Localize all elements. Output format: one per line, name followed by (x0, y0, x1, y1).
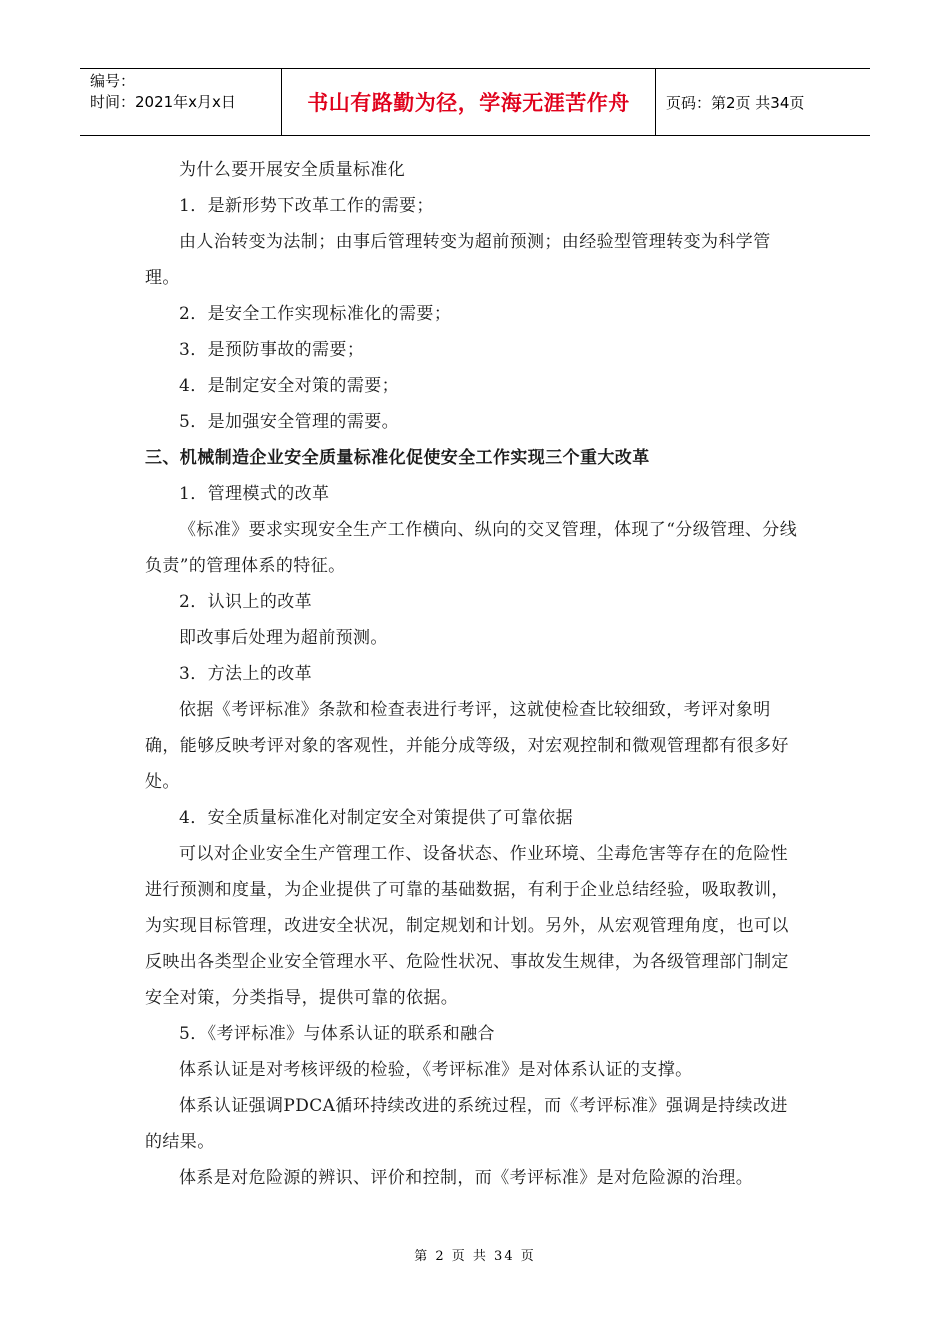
paragraph: 体系认证是对考核评级的检验，《考评标准》是对体系认证的支撑。 (179, 1060, 693, 1080)
document-number-label: 编号： (90, 72, 136, 90)
paragraph: 4．安全质量标准化对制定安全对策提供了可靠依据 (179, 808, 574, 828)
paragraph: 即改事后处理为超前预测。 (179, 628, 388, 648)
header-info-cell (80, 69, 282, 135)
paragraph: 由人治转变为法制；由事后管理转变为超前预测；由经验型管理转变为科学管理。 (145, 232, 771, 288)
paragraph: 2．认识上的改革 (179, 592, 313, 612)
document-time-label: 时间：2021年x月x日 (90, 93, 236, 111)
paragraph: 2．是安全工作实现标准化的需要； (179, 304, 452, 324)
paragraph: 《标准》要求实现安全生产工作横向、纵向的交叉管理，体现了“分级管理、分线负责”的管理体系的特征。 (145, 520, 798, 576)
paragraph: 4．是制定安全对策的需要； (179, 376, 400, 396)
paragraph: 5．是加强安全管理的需要。 (179, 412, 400, 432)
paragraph: 依据《考评标准》条款和检查表进行考评，这就使检查比较细致，考评对象明确，能够反映考评对象的客观性，并能分成等级，对宏观控制和微观管理都有很多好处。 (145, 700, 789, 792)
paragraph: 3．方法上的改革 (179, 664, 313, 684)
header-motto: 书山有路勤为径，学海无涯苦作舟 (282, 69, 656, 135)
paragraph: 为什么要开展安全质量标准化 (179, 160, 406, 180)
paragraph: 1．管理模式的改革 (179, 484, 330, 504)
paragraph: 体系是对危险源的辨识、评价和控制，而《考评标准》是对危险源的治理。 (179, 1168, 754, 1188)
paragraph: 5．《考评标准》与体系认证的联系和融合 (179, 1024, 495, 1044)
page-footer: 第 2 页 共 34 页 (414, 1249, 536, 1264)
paragraph: 体系认证强调PDCA循环持续改进的系统过程，而《考评标准》强调是持续改进的结果。 (145, 1096, 788, 1152)
paragraph: 1．是新形势下改革工作的需要； (179, 196, 434, 216)
section-heading: 三、机械制造企业安全质量标准化促使安全工作实现三个重大改革 (145, 448, 650, 468)
header-page-info: 页码：第2页 共34页 (666, 93, 805, 112)
document-body (145, 152, 805, 1196)
paragraph: 3．是预防事故的需要； (179, 340, 365, 360)
paragraph: 可以对企业安全生产管理工作、设备状态、作业环境、尘毒危害等存在的危险性进行预测和度量，为企业提供了可靠的基础数据，有利于企业总结经验，吸取教训，为实现目标管理，改进安全状况，制定规划和计划。另外，从宏观管理角度，也可以反映出各类型企业安全管理水平、危险性状况、事故发生规律，为各级管理部门制定安全对策，分类指导，提供可靠的依据。 (145, 844, 789, 1008)
page-header (80, 68, 870, 136)
